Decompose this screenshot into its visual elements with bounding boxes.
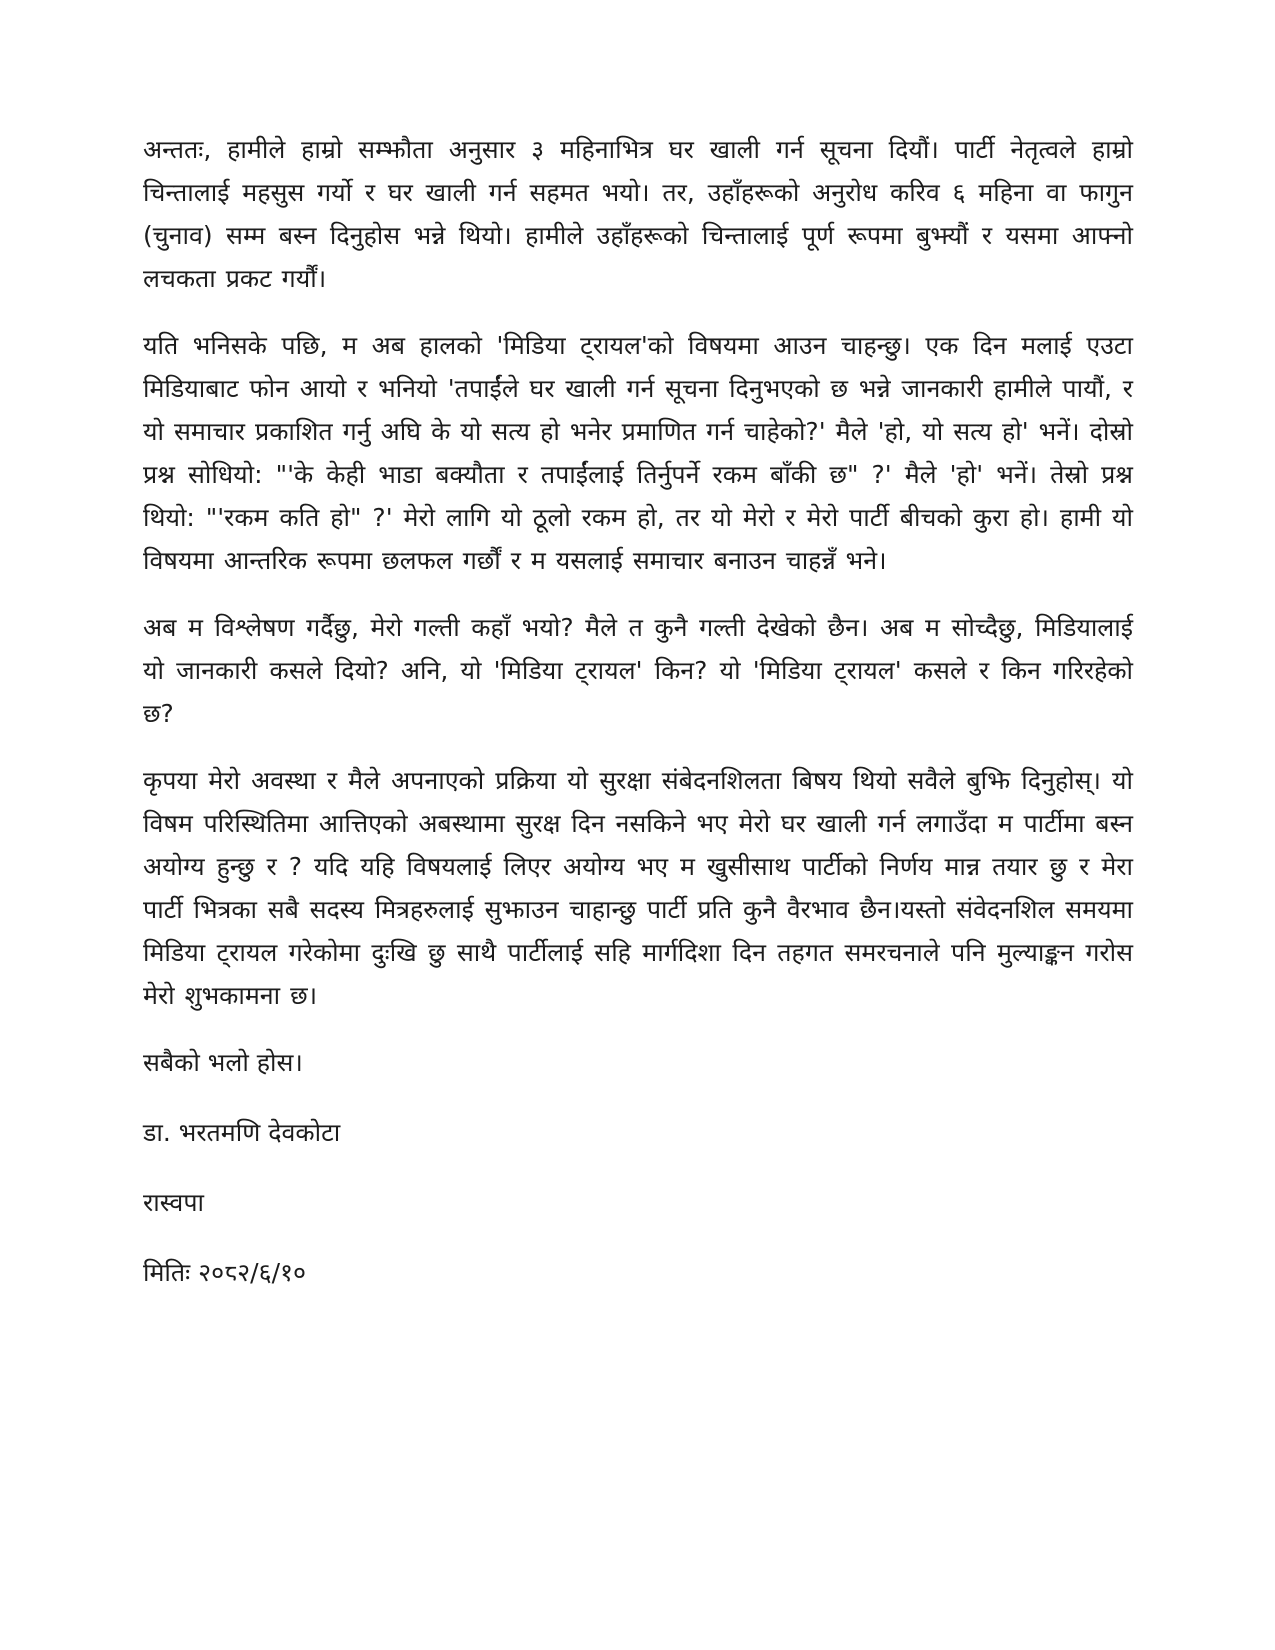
paragraph-request-understanding: कृपया मेरो अवस्था र मैले अपनाएको प्रक्रिया यो सुरक्षा संबेदनशिलता बिषय थियो सवैले बुझि दिनुहोस्। यो विषम परिस्थितिमा आत्तिएको अबस्थामा सुरक्ष दिन नसकिने भए मेरो घर खाली गर्न लगाउँदा म पार्टीमा बस्न अयोग्य हुन्छु र ? यदि यहि विषयलाई लिएर अयोग्य भए म खुसीसाथ पार्टीको निर्णय मान्न तयार छु र मेरा पार्टी भित्रका सबै सदस्य मित्रहरुलाई सुझाउन चाहान्छु पार्टी प्रति कुनै वैरभाव छैन।यस्तो संवेदनशिल समयमा मिडिया ट्रायल गरेकोमा दुःखि छु साथै पार्टीलाई सहि मार्गदिशा दिन तहगत समरचनाले पनि मुल्याङ्कन गरोस मेरो शुभकामना छ। [143, 766, 1133, 1010]
closing-well-wish: सबैको भलो होस। [143, 1048, 303, 1077]
date-line: मितिः २०८२/६/१० [143, 1258, 306, 1287]
signatory-party: रास्वपा [143, 1188, 205, 1217]
paragraph-notice-agreement: अन्ततः, हामीले हाम्रो सम्झौता अनुसार ३ महिनाभित्र घर खाली गर्न सूचना दियौं। पार्टी नेतृत्वले हाम्रो चिन्तालाई महसुस गर्यो र घर खाली गर्न सहमत भयो। तर, उहाँहरूको अनुरोध करिव ६ महिना वा फागुन (चुनाव) सम्म बस्न दिनुहोस भन्ने थियो। हामीले उहाँहरूको चिन्तालाई पूर्ण रूपमा बुझ्यौं र यसमा आफ्नो लचकता प्रकट गर्यौं। [143, 135, 1133, 293]
paragraph-media-trial-call: यति भनिसके पछि, म अब हालको 'मिडिया ट्रायल'को विषयमा आउन चाहन्छु। एक दिन मलाई एउटा मिडियाबाट फोन आयो र भनियो 'तपाईंले घर खाली गर्न सूचना दिनुभएको छ भन्ने जानकारी हामीले पायौं, र यो समाचार प्रकाशित गर्नु अघि के यो सत्य हो भनेर प्रमाणित गर्न चाहेको?' मैले 'हो, यो सत्य हो' भनें। दोस्रो प्रश्न सोधियो: "'के केही भाडा बक्यौता र तपाईंलाई तिर्नुपर्ने रकम बाँकी छ" ?' मैले 'हो' भनें। तेस्रो प्रश्न थियो: "'रकम कति हो" ?' मेरो लागि यो ठूलो रकम हो, तर यो मेरो र मेरो पार्टी बीचको कुरा हो। हामी यो विषयमा आन्तरिक रूपमा छलफल गर्छौं र म यसलाई समाचार बनाउन चाहन्नँ भने। [143, 331, 1133, 575]
paragraph-self-analysis: अब म विश्लेषण गर्दैछु, मेरो गल्ती कहाँ भयो? मैले त कुनै गल्ती देखेको छैन। अब म सोच्दैछु, मिडियालाई यो जानकारी कसले दियो? अनि, यो 'मिडिया ट्रायल' किन? यो 'मिडिया ट्रायल' कसले र किन गरिरहेको छ? [143, 613, 1133, 728]
signatory-name: डा. भरतमणि देवकोटा [143, 1118, 341, 1147]
